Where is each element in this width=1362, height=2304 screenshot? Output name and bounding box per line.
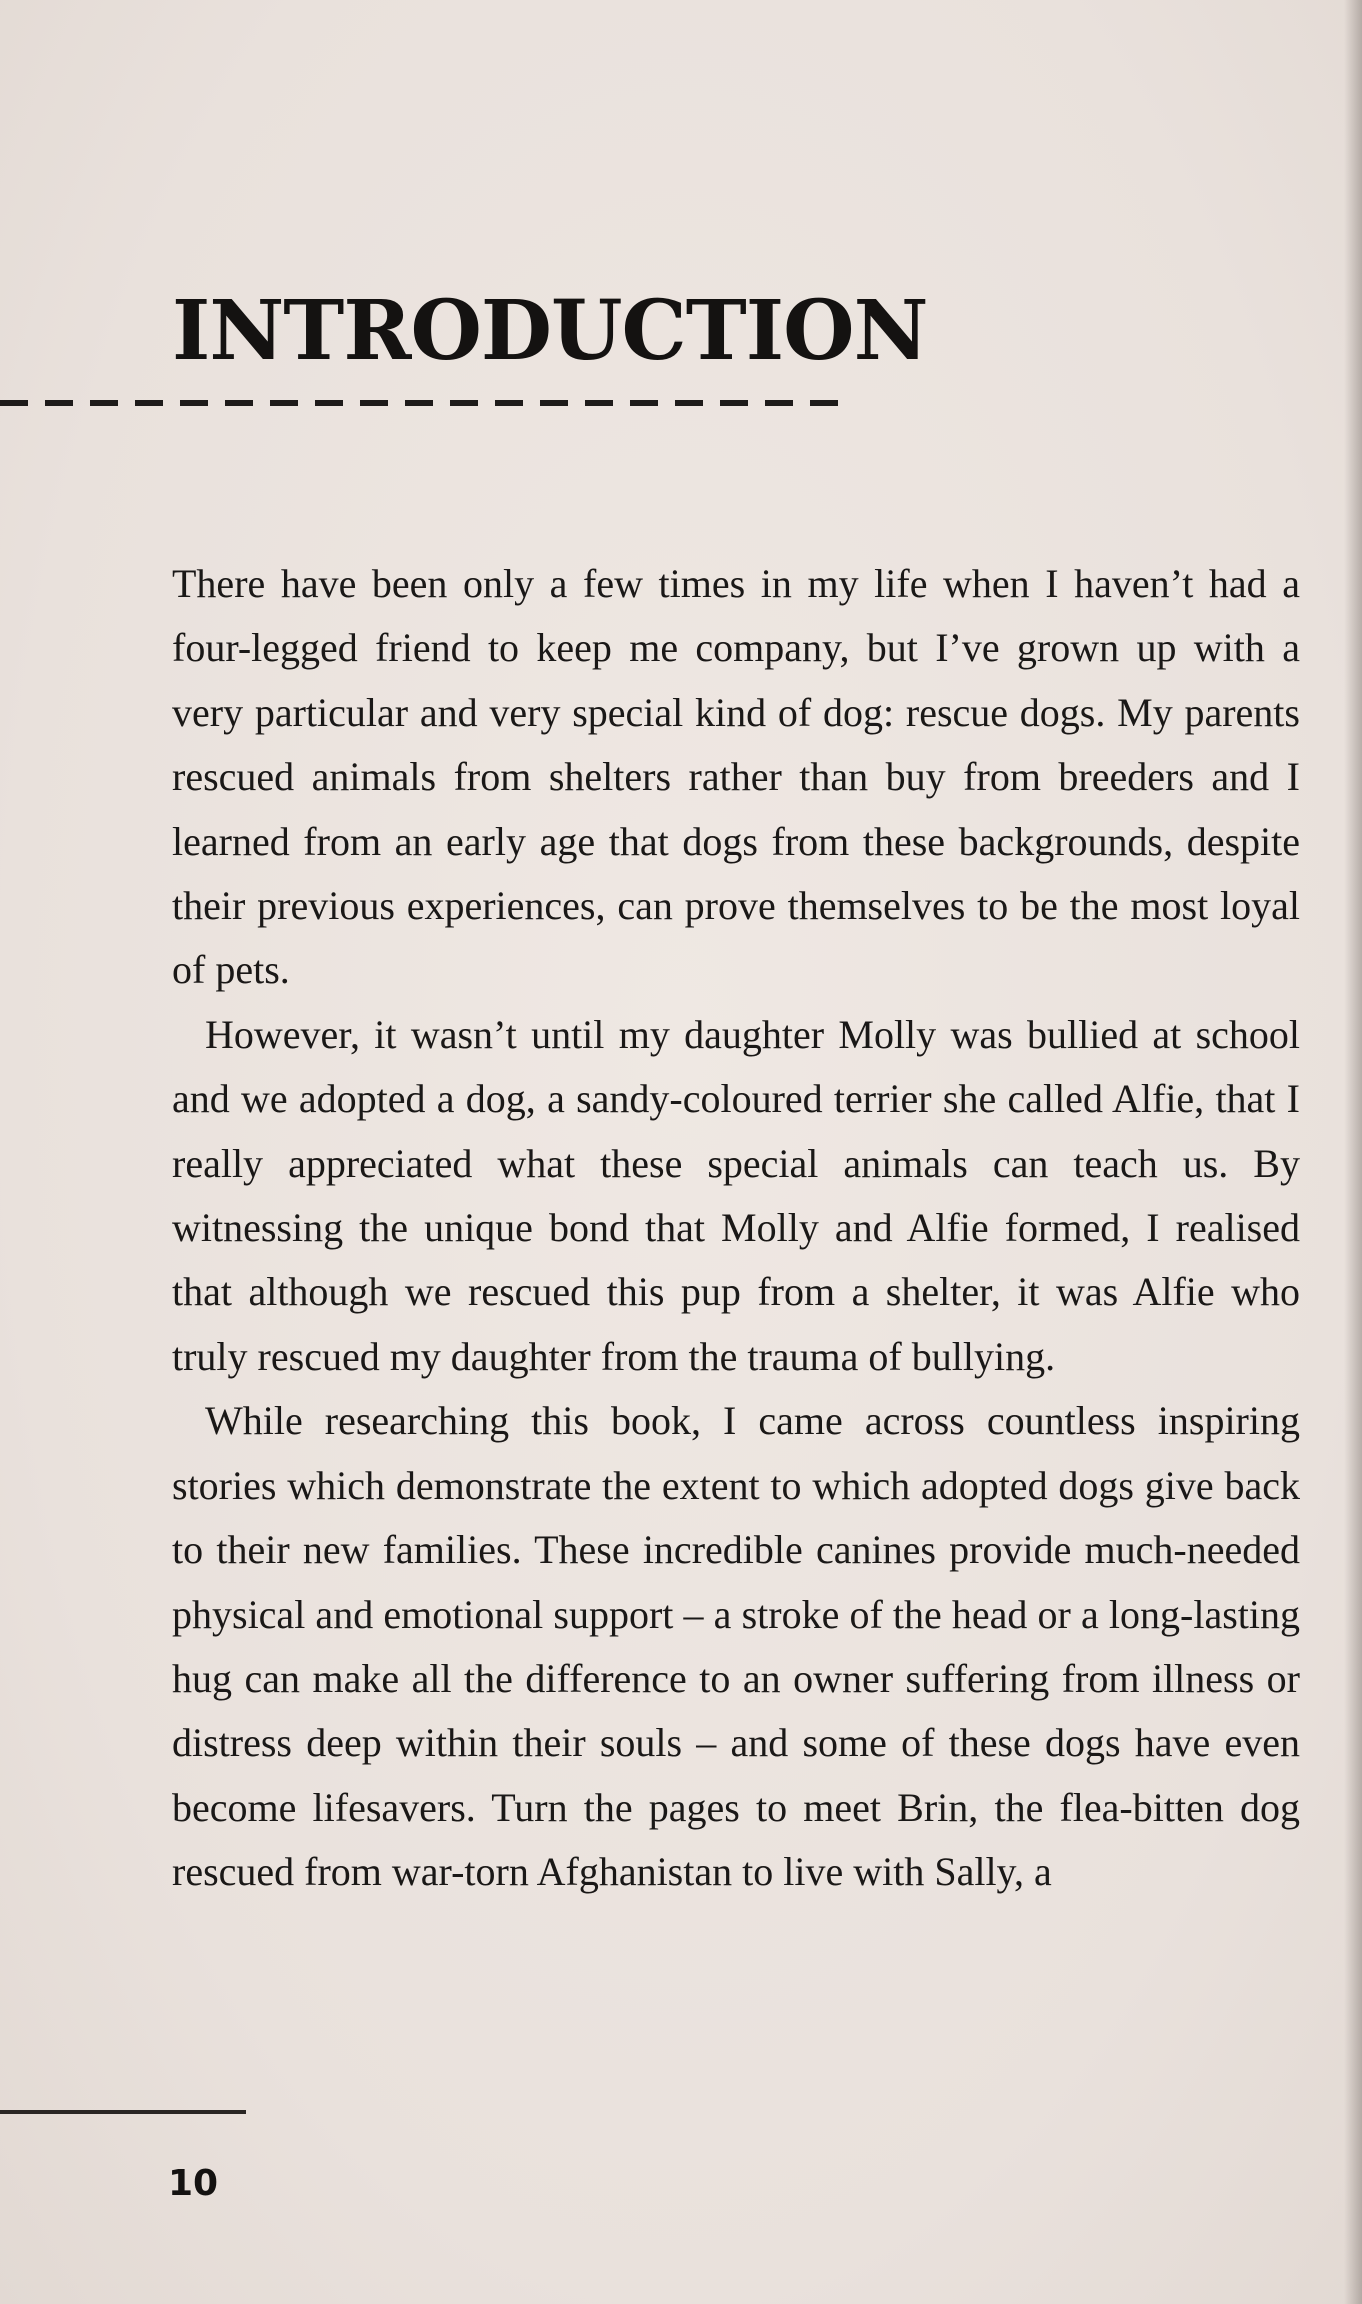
chapter-heading: INTRODUCTION	[172, 283, 928, 379]
paragraph-3: While researching this book, I came across countless inspiring stories which demonstrate the extent to which adopted dogs give back to their new families. These incredible canines provide much-needed physical and emotional support – a stroke of the head or a long-lasting hug can make all the difference to an owner suffering from illness or distress deep within their souls – and some of these dogs have even become lifesavers. Turn the pages to meet Brin, the flea-bitten dog rescued from war-torn Afghanistan to live with Sally, a	[172, 1398, 1300, 1895]
paragraph-2: However, it wasn’t until my daughter Molly was bullied at school and we adopted a dog, a sandy-coloured terrier she called Alfie, that I really appreciated what these special animals can teach us. By witnessing the unique bond that Molly and Alfie formed, I realised that although we rescued this pup from a shelter, it was Alfie who truly rescued my daughter from the trauma of bullying.	[172, 1011, 1300, 1379]
page-edge-shadow	[1344, 0, 1362, 2304]
paragraph-1: There have been only a few times in my life when I haven’t had a four-legged friend to keep me company, but I’ve grown up with a very particular and very special kind of dog: rescue dogs. My parents rescued animals from shelters rather than buy from breeders and I learned from an early age that dogs from these backgrounds, despite their previous experiences, can prove themselves to be the most loyal of pets.	[172, 561, 1300, 993]
body-text	[172, 552, 1300, 1905]
page-number: 10	[168, 2163, 219, 2204]
heading-dashed-rule	[0, 400, 840, 406]
footer-rule	[0, 2110, 246, 2114]
